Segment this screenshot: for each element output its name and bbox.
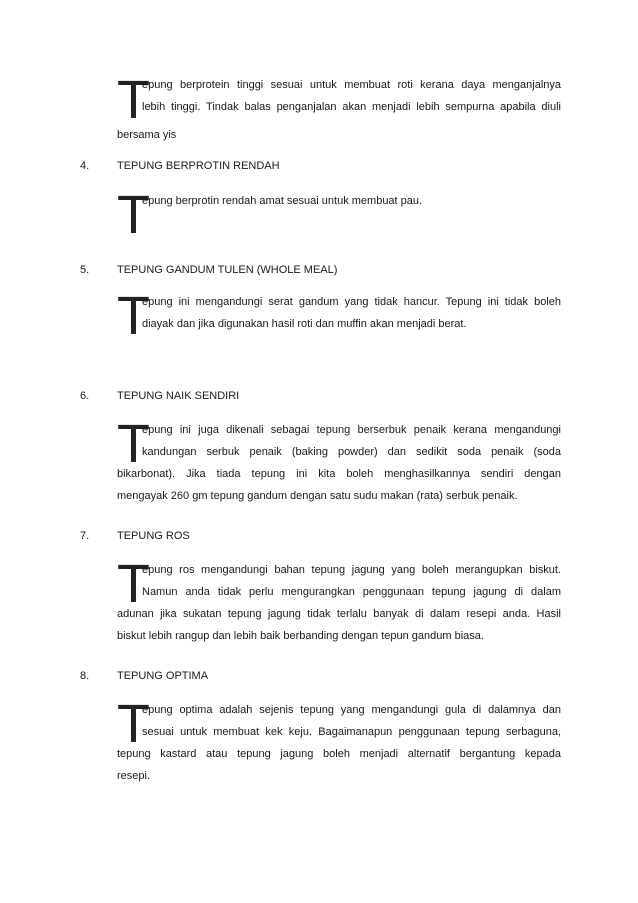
drop-cap: T <box>117 414 150 474</box>
drop-cap: T <box>117 694 150 754</box>
section-number: 8. <box>80 670 90 682</box>
drop-cap: T <box>117 286 150 346</box>
paragraph-line: bikarbonat). Jika tiada tepung ini kita boleh menghasilkannya sendiri dengan <box>117 468 561 480</box>
paragraph-line: epung berprotein tinggi sesuai untuk membuat roti kerana daya menganjalnya <box>142 79 561 91</box>
section-title: TEPUNG NAIK SENDIRI <box>117 390 240 402</box>
drop-cap: T <box>117 554 150 614</box>
section-number: 4. <box>80 160 90 172</box>
paragraph-line: epung ini mengandungi serat gandum yang tidak hancur. Tepung ini tidak boleh <box>142 296 561 308</box>
paragraph-line: diayak dan jika digunakan hasil roti dan muffin akan menjadi berat. <box>142 318 467 330</box>
paragraph-line: sesuai untuk membuat kek keju. Bagaimanapun penggunaan tepung serbaguna, <box>142 726 561 738</box>
section-title: TEPUNG ROS <box>117 530 190 542</box>
section-title: TEPUNG GANDUM TULEN (WHOLE MEAL) <box>117 264 338 276</box>
section-title: TEPUNG OPTIMA <box>117 670 209 682</box>
paragraph-line: bersama yis <box>117 129 177 141</box>
paragraph-line: epung ros mengandungi bahan tepung jagung yang boleh merangupkan biskut. <box>142 564 561 576</box>
drop-cap: T <box>117 185 150 245</box>
paragraph-line: biskut lebih rangup dan lebih baik berbanding dengan tepun gandum biasa. <box>117 630 484 642</box>
paragraph-line: adunan jika sukatan tepung jagung tidak terlalu banyak di dalam resepi anda. Hasil <box>117 608 561 620</box>
section-heading <box>0 157 638 175</box>
section-number: 5. <box>80 264 90 276</box>
section-number: 6. <box>80 390 90 402</box>
paragraph-line: epung berprotin rendah amat sesuai untuk membuat pau. <box>142 195 423 207</box>
paragraph-line: epung ini juga dikenali sebagai tepung berserbuk penaik kerana mengandungi <box>142 424 561 436</box>
section-heading <box>0 261 638 279</box>
paragraph-line: Namun anda tidak perlu mengurangkan penggunaan tepung jagung di dalam <box>142 586 561 598</box>
section-heading <box>0 387 638 405</box>
paragraph-line: mengayak 260 gm tepung gandum dengan satu sudu makan (rata) serbuk penaik. <box>117 490 518 502</box>
paragraph-line: epung optima adalah sejenis tepung yang mengandungi gula di dalamnya dan <box>142 704 561 716</box>
drop-cap: T <box>117 70 150 130</box>
paragraph-line: lebih tinggi. Tindak balas penganjalan akan menjadi lebih sempurna apabila diuli <box>142 101 561 113</box>
paragraph-line: kandungan serbuk penaik (baking powder) dan sedikit soda penaik (soda <box>142 446 561 458</box>
section-heading <box>0 527 638 545</box>
section-heading <box>0 667 638 685</box>
section-title: TEPUNG BERPROTIN RENDAH <box>117 160 280 172</box>
paragraph-line: resepi. <box>117 770 151 782</box>
section-number: 7. <box>80 530 90 542</box>
paragraph-line: tepung kastard atau tepung jagung boleh menjadi alternatif bergantung kepada <box>117 748 561 760</box>
